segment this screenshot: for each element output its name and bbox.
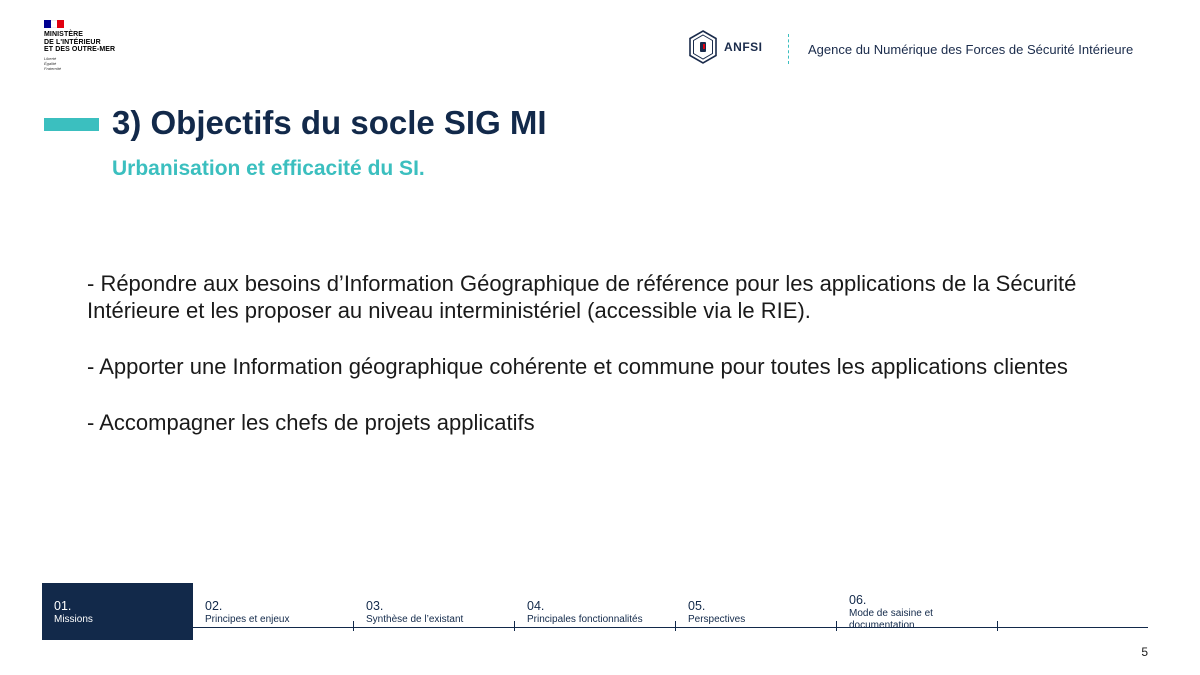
ministry-name: MINISTÈRE DE L'INTÉRIEUR ET DES OUTRE-MER [44, 31, 116, 53]
anfsi-logo-text: ANFSI [724, 40, 763, 54]
nav-item-number: 02. [205, 599, 223, 613]
nav-item-saisine[interactable] [837, 583, 997, 640]
nav-item-number: 05. [688, 599, 706, 613]
nav-item-principes[interactable] [193, 583, 353, 640]
bullet-item: - Accompagner les chefs de projets applicatifs [87, 410, 535, 435]
nav-item-label: Principales fonctionnalités [527, 614, 643, 625]
nav-item-number: 04. [527, 599, 545, 613]
section-navigation [42, 583, 1148, 640]
slide-title: 3) Objectifs du socle SIG MI [112, 104, 547, 141]
bullet-item: - Répondre aux besoins d’Information Géographique de référence pour les applications de la Sécurité Intérieure et les proposer au niveau interministériel (accessible via le RIE). [87, 271, 1077, 323]
nav-item-label: Perspectives [688, 614, 746, 625]
nav-item-fonctionnalites[interactable] [515, 583, 675, 640]
page-number: 5 [1141, 645, 1148, 659]
anfsi-logo [688, 30, 763, 64]
header-divider [788, 34, 789, 64]
nav-item-label: Synthèse de l’existant [366, 614, 464, 625]
ministry-logo [44, 20, 115, 71]
bullet-item: - Apporter une Information géographique cohérente et commune pour toutes les applications clientes [87, 354, 1068, 379]
nav-item-label: Missions [54, 614, 93, 625]
nav-item-synthese[interactable] [354, 583, 514, 640]
nav-item-perspectives[interactable] [676, 583, 836, 640]
nav-item-number: 06. [849, 593, 867, 607]
slide-body [87, 270, 1137, 465]
nav-item-number: 01. [54, 599, 72, 613]
nav-item-label: Principes et enjeux [205, 614, 290, 625]
anfsi-emblem-icon [688, 30, 718, 64]
nav-item-label: Mode de saisine et documentation [849, 608, 933, 631]
agency-name: Agence du Numérique des Forces de Sécurité Intérieure [808, 42, 1134, 57]
title-accent-bar [44, 118, 99, 131]
republic-motto: Liberté Égalité Fraternité [44, 55, 62, 71]
slide-subtitle: Urbanisation et efficacité du SI. [112, 157, 425, 180]
french-flag-icon [44, 20, 64, 28]
nav-item-number: 03. [366, 599, 384, 613]
nav-tick [997, 621, 998, 631]
nav-item-missions[interactable] [42, 583, 193, 640]
